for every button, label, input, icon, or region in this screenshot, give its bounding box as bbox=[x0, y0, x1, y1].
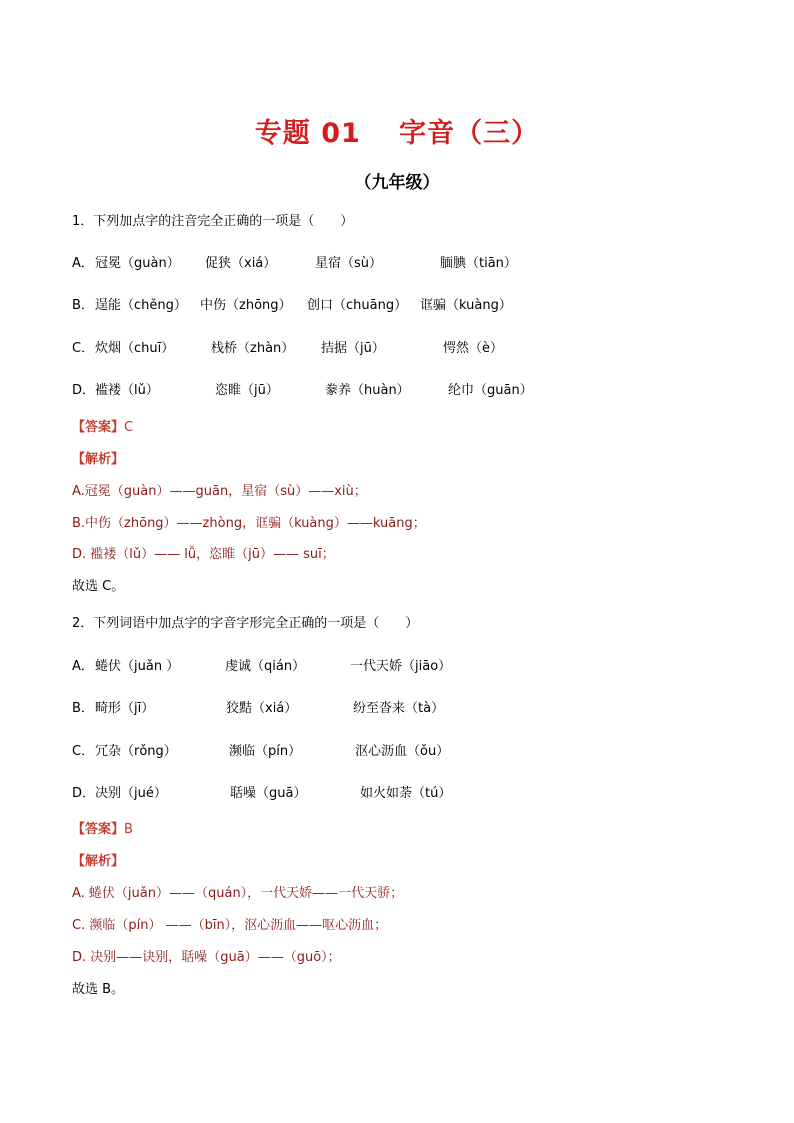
q1-conclusion: 故选 C。 bbox=[72, 579, 125, 594]
answer-value: B bbox=[124, 822, 133, 837]
page-subtitle: （九年级） bbox=[354, 173, 440, 193]
option-item: 恣睢（jū） bbox=[215, 383, 279, 398]
question-1-stem: 1．下列加点字的注音完全正确的一项是（ ） bbox=[72, 214, 354, 229]
option-label: B． bbox=[72, 701, 94, 716]
option-label: B． bbox=[72, 298, 94, 313]
option-item: 豢养（huàn） bbox=[325, 383, 410, 398]
option-item: 栈桥（zhàn） bbox=[211, 341, 295, 356]
option-item: 沤心沥血（ǒu） bbox=[355, 744, 450, 759]
option-item: 纶巾（guān） bbox=[448, 383, 533, 398]
q2-analysis-line: D. 决别——诀别，聒噪（guā）——（guō）； bbox=[72, 950, 341, 965]
question-2-stem: 2．下列词语中加点字的字音字形完全正确的一项是（ ） bbox=[72, 616, 419, 631]
q1-answer bbox=[72, 419, 133, 437]
answer-value: C bbox=[124, 420, 134, 435]
q1-analysis-line: D. 褴褛（lǔ）—— lǚ，恣睢（jū）—— suī； bbox=[72, 547, 335, 562]
option-item: 中伤（zhōng） bbox=[200, 298, 292, 313]
answer-tag: 【答案】 bbox=[72, 822, 125, 837]
option-item: 蜷伏（juǎn ） bbox=[95, 659, 180, 674]
option-label: D． bbox=[72, 786, 96, 801]
q2-analysis-tag: 【解析】 bbox=[72, 854, 125, 869]
option-item: 创口（chuāng） bbox=[307, 298, 408, 313]
q2-analysis-line: C. 濒临（pín） ——（bīn），沤心沥血——呕心沥血； bbox=[72, 918, 388, 933]
option-label: C． bbox=[72, 341, 95, 356]
option-item: 冗杂（rǒng） bbox=[95, 744, 177, 759]
answer-tag: 【答案】 bbox=[72, 420, 125, 435]
q1-analysis-line: A.冠冕（guàn）——guān，星宿（sù）——xiù； bbox=[72, 484, 367, 499]
option-item: 聒噪（guā） bbox=[230, 786, 307, 801]
q1-analysis-tag: 【解析】 bbox=[72, 452, 125, 467]
option-label: C． bbox=[72, 744, 95, 759]
option-item: 炊烟（chuī） bbox=[95, 341, 175, 356]
q2-answer bbox=[72, 821, 133, 839]
option-item: 促狭（xiá） bbox=[205, 256, 277, 271]
option-item: 褴褛（lǔ） bbox=[95, 383, 159, 398]
option-item: 决别（jué） bbox=[95, 786, 167, 801]
option-item: 愕然（è） bbox=[443, 341, 503, 356]
option-item: 如火如荼（tú） bbox=[360, 786, 452, 801]
option-item: 星宿（sù） bbox=[315, 256, 383, 271]
option-item: 畸形（jī） bbox=[95, 701, 155, 716]
option-item: 冠冕（guàn） bbox=[95, 256, 180, 271]
option-item: 濒临（pín） bbox=[229, 744, 302, 759]
option-label: A． bbox=[72, 659, 94, 674]
option-label: D． bbox=[72, 383, 96, 398]
q2-analysis-line: A. 蜷伏（juǎn）——（quán），一代天娇——一代天骄； bbox=[72, 886, 404, 901]
option-item: 腼腆（tiān） bbox=[440, 256, 517, 271]
option-item: 纷至沓来（tà） bbox=[353, 701, 445, 716]
option-item: 诓骗（kuàng） bbox=[420, 298, 512, 313]
option-item: 狡黠（xiá） bbox=[226, 701, 298, 716]
option-item: 拮据（jū） bbox=[321, 341, 385, 356]
q2-conclusion: 故选 B。 bbox=[72, 982, 125, 997]
q1-analysis-line: B.中伤（zhōng）——zhòng，诓骗（kuàng）——kuāng； bbox=[72, 516, 426, 531]
option-item: 一代天娇（jiāo） bbox=[350, 659, 452, 674]
page-title: 专题 01 字音（三） bbox=[254, 118, 540, 149]
option-item: 逞能（chěng） bbox=[95, 298, 187, 313]
option-item: 虔诚（qián） bbox=[225, 659, 306, 674]
option-label: A． bbox=[72, 256, 94, 271]
